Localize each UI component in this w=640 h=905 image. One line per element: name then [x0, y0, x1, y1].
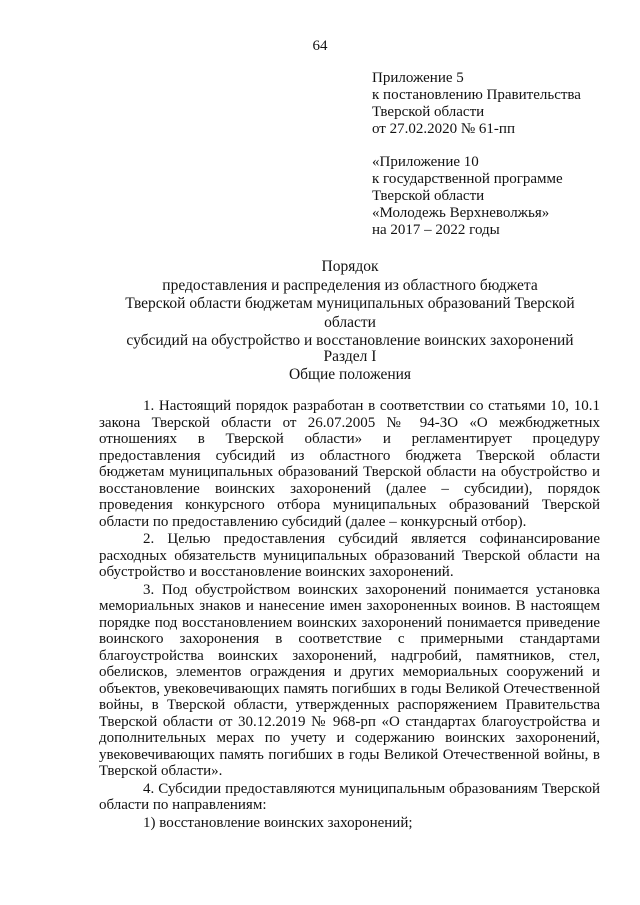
- document-body: [99, 398, 600, 832]
- appendix-line: Тверской области: [372, 104, 485, 120]
- appendix-line: «Молодежь Верхневолжья»: [372, 205, 550, 221]
- paragraph: 3. Под обустройством воинских захоронений понимается установка мемориальных знаков и нанесение имен захороненных воинов. В настоящем порядке под восстановлением воинских захоронений понимается приведение воинского захоронения в соответствие с примерными стандартами благоустройства воинских захоронений, надгробий, памятников, стел, обелисков, элементов ограждения и других мемориальных сооружений и объектов, увековечивающих память погибших в годы Великой Отечественной войны, в Тверской области, утвержденных распоряжением Правительства Тверской области от 30.12.2019 № 968-рп «О стандартах благоустройства и дополнительных мерах по учету и содержанию воинских захоронений, увековечивающих память погибших в годы Великой Отечественной войны, в Тверской области».: [99, 581, 600, 779]
- section-name: Общие положения: [288, 366, 412, 383]
- title-line: Тверской области бюджетам муниципальных образований Тверской области: [125, 295, 575, 331]
- page-number: 64: [312, 38, 328, 54]
- appendix-line: Тверской области: [372, 188, 485, 204]
- title-line: предоставления и распределения из областного бюджета: [162, 276, 538, 294]
- document-title: [100, 258, 600, 351]
- appendix-line: Приложение 5: [372, 70, 464, 86]
- title-line: Порядок: [321, 258, 379, 275]
- title-line: субсидий на обустройство и восстановление воинских захоронений: [126, 332, 574, 349]
- appendix-header: [372, 70, 581, 239]
- appendix-line: «Приложение 10: [372, 154, 479, 170]
- appendix-line: к государственной программе: [372, 171, 563, 187]
- section-heading: [100, 348, 600, 384]
- appendix-line: на 2017 – 2022 годы: [372, 222, 500, 238]
- spacer: [372, 138, 581, 154]
- section-number: Раздел I: [323, 348, 377, 365]
- paragraph: 4. Субсидии предоставляются муниципальным образованиям Тверской области по направлениям:: [99, 780, 600, 813]
- paragraph: 1) восстановление воинских захоронений;: [143, 814, 413, 831]
- appendix-line: к постановлению Правительства: [372, 87, 581, 103]
- appendix-line: от 27.02.2020 № 61-пп: [372, 121, 515, 137]
- paragraph: 2. Целью предоставления субсидий является софинансирование расходных обязательств муниципальных образований Тверской области на обустройство и восстановление воинских захоронений.: [99, 531, 600, 580]
- paragraph: 1. Настоящий порядок разработан в соответствии со статьями 10, 10.1 закона Тверской области от 26.07.2005 № 94-ЗО «О межбюджетных отношениях в Тверской области» и регламентирует процедуру предоставления субсидий из областного бюджета Тверской области бюджетам муниципальных образований Тверской области на обустройство и восстановление воинских захоронений (далее – субсидии), порядок проведения конкурсного отбора муниципальных образований Тверской области по предоставлению субсидий (далее – конкурсный отбор).: [99, 398, 600, 530]
